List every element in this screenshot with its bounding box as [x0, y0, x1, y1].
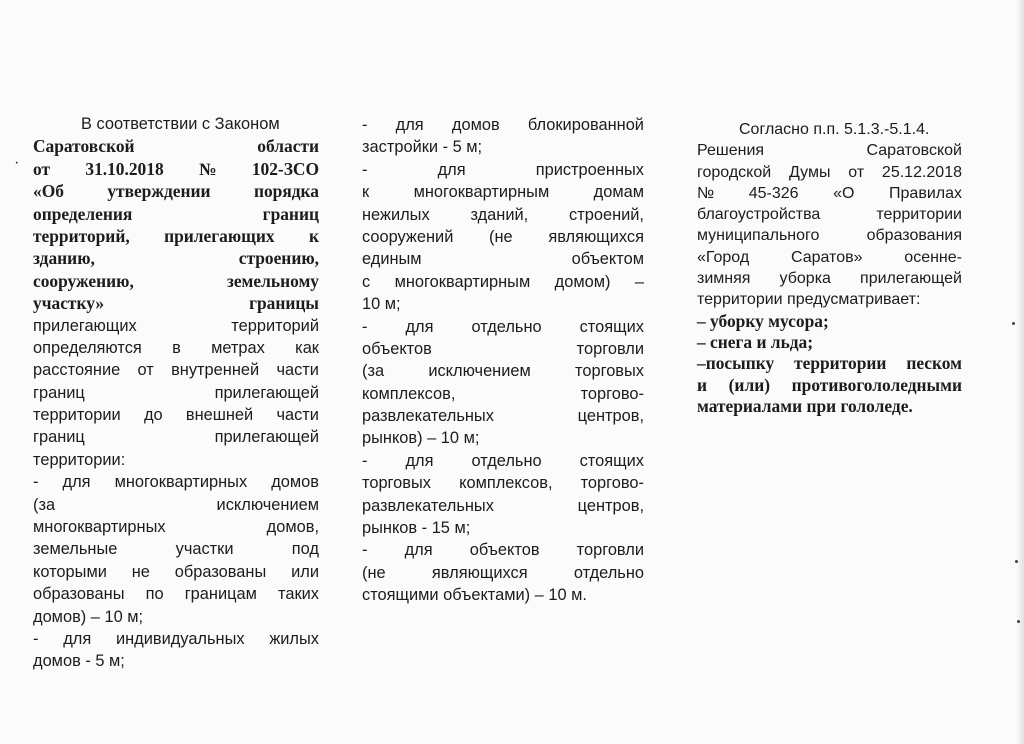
col2-line: - для пристроенных: [362, 160, 644, 179]
col2-line: к многоквартирным домам: [362, 183, 644, 202]
col3-line: –посыпку территории песком: [697, 353, 962, 374]
col2-line: - для отдельно стоящих: [362, 451, 644, 470]
col2-line: единым объектом: [362, 250, 644, 269]
col3-line: муниципального образования: [697, 227, 962, 245]
col1-line: земельные участки под: [33, 540, 319, 559]
col1-line: сооружению, земельному: [33, 270, 319, 291]
col3-line: «Город Саратов» осенне-: [697, 248, 962, 266]
col3-line: № 45-326 «О Правилах: [697, 184, 962, 202]
col2-line: (не являющихся отдельно: [362, 563, 644, 582]
col1-line: определяются в метрах как: [33, 338, 319, 357]
col1-line: образованы по границам таких: [33, 585, 319, 604]
col3-line: – снега и льда;: [697, 331, 814, 352]
col3-line: и (или) противогололедными: [697, 374, 962, 395]
col1-line: территории:: [33, 450, 126, 469]
leaflet-column-1: [33, 113, 319, 673]
col3-line: – уборку мусора;: [697, 310, 829, 331]
scan-speck: [1017, 620, 1020, 623]
col2-line: 10 м;: [362, 295, 401, 314]
col2-line: рынков - 15 м;: [362, 519, 471, 538]
col2-line: рынков) – 10 м;: [362, 429, 480, 448]
col2-line: комплексов, торгово-: [362, 384, 644, 403]
col3-line: Согласно п.п. 5.1.3.-5.1.4.: [739, 121, 930, 138]
col1-line: Саратовской области: [33, 136, 319, 157]
col1-line: многоквартирных домов,: [33, 518, 319, 537]
col2-line: развлекательных центров,: [362, 496, 644, 515]
col1-line: границ прилегающей: [33, 383, 319, 402]
col1-line: определения границ: [33, 203, 319, 224]
col3-line: городской Думы от 25.12.2018: [697, 163, 962, 181]
col1-line: - для индивидуальных жилых: [33, 629, 319, 648]
col1-line: домов - 5 м;: [33, 652, 125, 671]
col2-line: объектов торговли: [362, 339, 644, 358]
col2-line: развлекательных центров,: [362, 407, 644, 426]
col3-line: территории предусматривает:: [697, 291, 921, 309]
col1-line: прилегающих территорий: [33, 316, 319, 335]
col1-line: В соответствии с Законом: [81, 115, 280, 133]
col1-line: границ прилегающей: [33, 428, 319, 447]
col2-line: застройки - 5 м;: [362, 138, 483, 157]
col1-line: которыми не образованы или: [33, 562, 319, 581]
scan-speck: [1012, 322, 1015, 325]
col3-line: Решения Саратовской: [697, 142, 962, 160]
col2-line: (за исключением торговых: [362, 362, 644, 381]
col2-line: - для домов блокированной: [362, 116, 644, 134]
col1-line: «Об утверждении порядка: [33, 181, 319, 202]
scan-speck: [1015, 560, 1018, 563]
leaflet-column-2: [362, 114, 644, 607]
col2-line: с многоквартирным домом) –: [362, 272, 644, 291]
col1-line: расстояние от внутренней части: [33, 361, 319, 380]
col1-line: домов) – 10 м;: [33, 607, 144, 626]
col2-line: торговых комплексов, торгово-: [362, 474, 644, 493]
col1-line: - для многоквартирных домов: [33, 473, 319, 492]
col3-line: благоустройства территории: [697, 206, 962, 224]
col3-line: материалами при гололеде.: [697, 395, 913, 416]
col2-line: сооружений (не являющихся: [362, 227, 644, 246]
col2-line: - для отдельно стоящих: [362, 317, 644, 336]
col1-line: (за исключением: [33, 495, 319, 514]
col1-line: участку» границы: [33, 293, 319, 314]
col2-line: - для объектов торговли: [362, 541, 644, 560]
col1-line: от 31.10.2018 № 102-ЗСО: [33, 158, 319, 179]
col1-line: территории до внешней части: [33, 406, 319, 425]
leaflet-column-3: [697, 119, 962, 417]
scan-edge-shadow: [1016, 0, 1024, 744]
scan-mark: ·: [14, 154, 20, 171]
col2-line: стоящими объектами) – 10 м.: [362, 586, 587, 605]
col3-line: зимняя уборка прилегающей: [697, 270, 962, 288]
col1-line: территорий, прилегающих к: [33, 225, 319, 246]
col2-line: нежилых зданий, строений,: [362, 205, 644, 224]
col1-line: зданию, строению,: [33, 248, 319, 269]
